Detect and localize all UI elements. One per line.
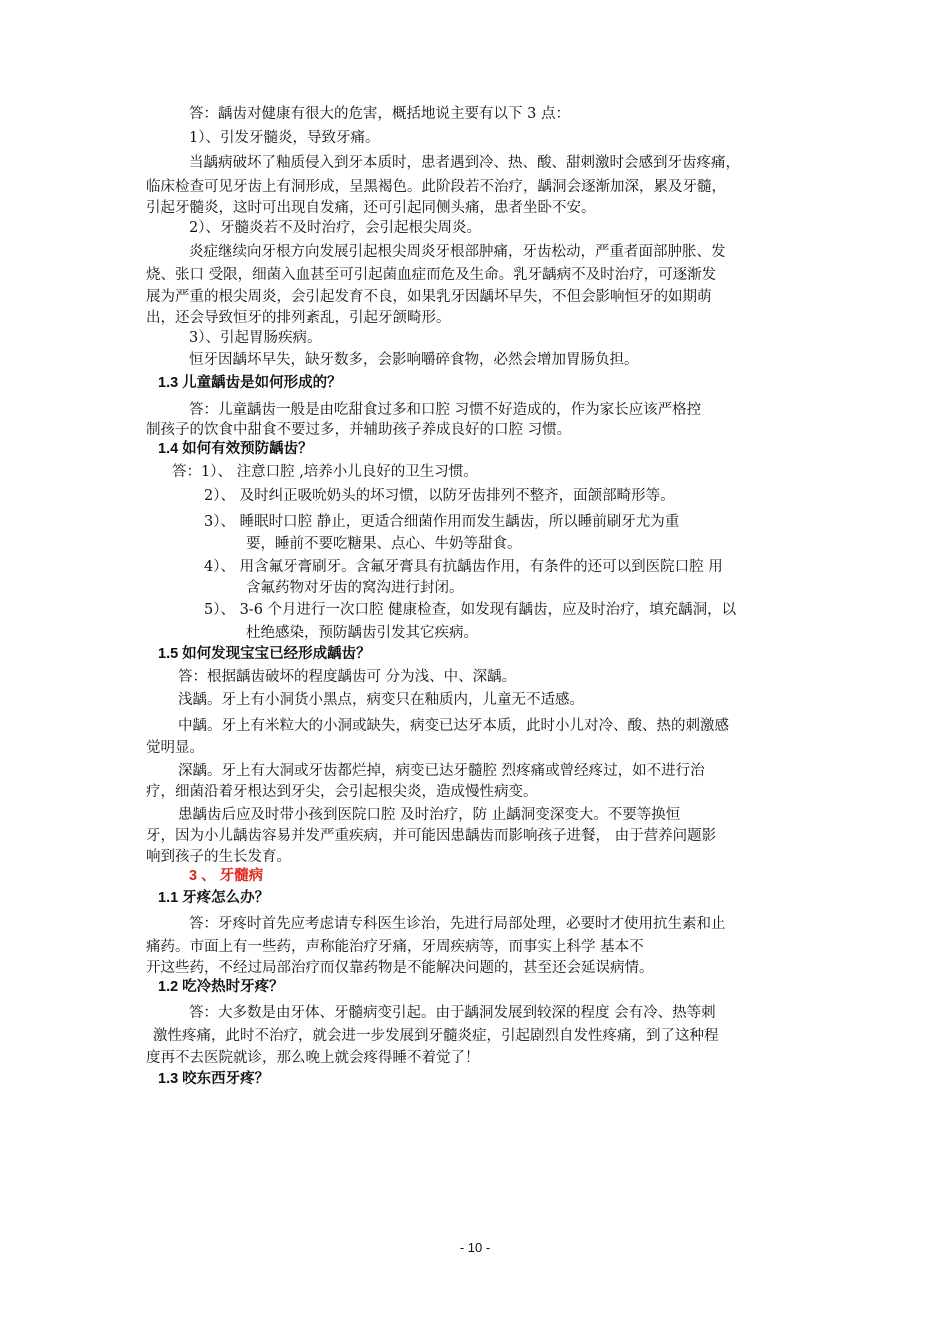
text-line: 激性疼痛，此时不治疗，就会进一步发展到牙髓炎症，引起剧烈自发性疼痛，到了这种程 — [153, 1028, 719, 1044]
text-line: 中龋。牙上有米粒大的小洞或缺失，病变已达牙本质，此时小儿对冷、酸、热的刺激感 — [178, 718, 729, 734]
text-line: 当龋病破坏了釉质侵入到牙本质时，患者遇到冷、热、酸、甜刺激时会感到牙齿疼痛， — [189, 155, 740, 171]
text-line: 要，睡前不要吃糖果、点心、牛奶等甜食。 — [246, 536, 522, 552]
text-line: 答：大多数是由牙体、牙髓病变引起。由于龋洞发展到较深的程度 会有冷、热等刺 — [189, 1005, 716, 1021]
text-line: 深龋。牙上有大洞或牙齿都烂掉，病变已达牙髓腔 烈疼痛或曾经疼过，如不进行治 — [178, 763, 705, 779]
text-line: 制孩子的饮食中甜食不要过多，并辅助孩子养成良好的口腔 习惯。 — [146, 422, 572, 438]
text-line: 3）、引起胃肠疾病。 — [189, 330, 322, 346]
text-line: 开这些药，不经过局部治疗而仅靠药物是不能解决问题的，甚至还会延误病情。 — [146, 960, 654, 976]
text-line: 展为严重的根尖周炎，会引起发育不良，如果乳牙因龋坏早失，不但会影响恒牙的如期萌 — [146, 289, 712, 305]
text-line: 答：儿童龋齿一般是由吃甜食过多和口腔 习惯不好造成的，作为家长应该严格控 — [189, 402, 702, 418]
section-heading: 1.3 儿童龋齿是如何形成的？ — [158, 375, 342, 391]
text-line: 答：牙疼时首先应考虑请专科医生诊治，先进行局部处理，必要时才使用抗生素和止 — [189, 916, 726, 932]
text-line: 2）、牙髓炎若不及时治疗，会引起根尖周炎。 — [189, 220, 481, 236]
text-line: 烧、张口 受限，细菌入血甚至可引起菌血症而危及生命。乳牙龋病不及时治疗，可逐渐发 — [146, 267, 717, 283]
text-line: 临床检查可见牙齿上有洞形成，呈黑褐色。此阶段若不治疗，龋洞会逐渐加深，累及牙髓， — [146, 179, 726, 195]
text-line: 疗，细菌沿着牙根达到牙尖，会引起根尖炎，造成慢性病变。 — [146, 784, 538, 800]
text-line: 5）、 3-6 个月进行一次口腔 健康检查，如发现有龋齿，应及时治疗，填充龋洞，以 — [204, 602, 737, 618]
section-heading: 1.1 牙疼怎么办？ — [158, 890, 270, 906]
text-line: 患龋齿后应及时带小孩到医院口腔 及时治疗，防 止龋洞变深变大。不要等换恒 — [178, 807, 681, 823]
text-line: 度再不去医院就诊，那么晚上就会疼得睡不着觉了！ — [146, 1050, 480, 1066]
text-line: 杜绝感染，预防龋齿引发其它疾病。 — [246, 625, 478, 641]
text-line: 答：1）、 注意口腔 ,培养小儿良好的卫生习惯。 — [172, 464, 478, 480]
section-heading: 1.4 如何有效预防龋齿？ — [158, 441, 313, 457]
text-line: 4）、 用含氟牙膏刷牙。含氟牙膏具有抗龋齿作用，有条件的还可以到医院口腔 用 — [204, 559, 723, 575]
page-number: - 10 - — [459, 1240, 491, 1255]
text-line: 痛药。市面上有一些药，声称能治疗牙痛，牙周疾病等，而事实上科学 基本不 — [146, 939, 644, 955]
text-line: 引起牙髓炎，这时可出现自发痛，还可引起同侧头痛，患者坐卧不安。 — [146, 200, 596, 216]
text-line: 恒牙因龋坏早失，缺牙数多，会影响嚼碎食物，必然会增加胃肠负担。 — [189, 352, 639, 368]
text-line: 含氟药物对牙齿的窝沟进行封闭。 — [246, 580, 464, 596]
text-line: 2）、 及时纠正吸吮奶头的坏习惯，以防牙齿排列不整齐，面颌部畸形等。 — [204, 488, 675, 504]
text-line: 浅龋。牙上有小洞货小黑点，病变只在釉质内，儿童无不适感。 — [178, 692, 584, 708]
text-line: 觉明显。 — [146, 740, 204, 756]
text-line: 牙，因为小儿龋齿容易并发严重疾病，并可能因患龋齿而影响孩子进餐， 由于营养问题影 — [146, 828, 717, 844]
text-line: 炎症继续向牙根方向发展引起根尖周炎牙根部肿痛，牙齿松动，严重者面部肿胀、发 — [189, 244, 726, 260]
chapter-heading: 3 、 牙髓病 — [189, 868, 264, 884]
text-line: 1）、引发牙髓炎，导致牙痛。 — [189, 130, 380, 146]
text-line: 答：龋齿对健康有很大的危害，概括地说主要有以下 3 点： — [189, 106, 570, 122]
text-line: 答：根据龋齿破坏的程度龋齿可 分为浅、中、深龋。 — [178, 669, 517, 685]
section-heading: 1.2 吃冷热时牙疼？ — [158, 979, 284, 995]
text-line: 出，还会导致恒牙的排列紊乱，引起牙颌畸形。 — [146, 310, 451, 326]
section-heading: 1.3 咬东西牙疼？ — [158, 1071, 270, 1087]
text-line: 响到孩子的生长发育。 — [146, 849, 291, 865]
section-heading: 1.5 如何发现宝宝已经形成龋齿？ — [158, 646, 371, 662]
text-line: 3）、 睡眠时口腔 静止，更适合细菌作用而发生龋齿，所以睡前刷牙尤为重 — [204, 514, 680, 530]
